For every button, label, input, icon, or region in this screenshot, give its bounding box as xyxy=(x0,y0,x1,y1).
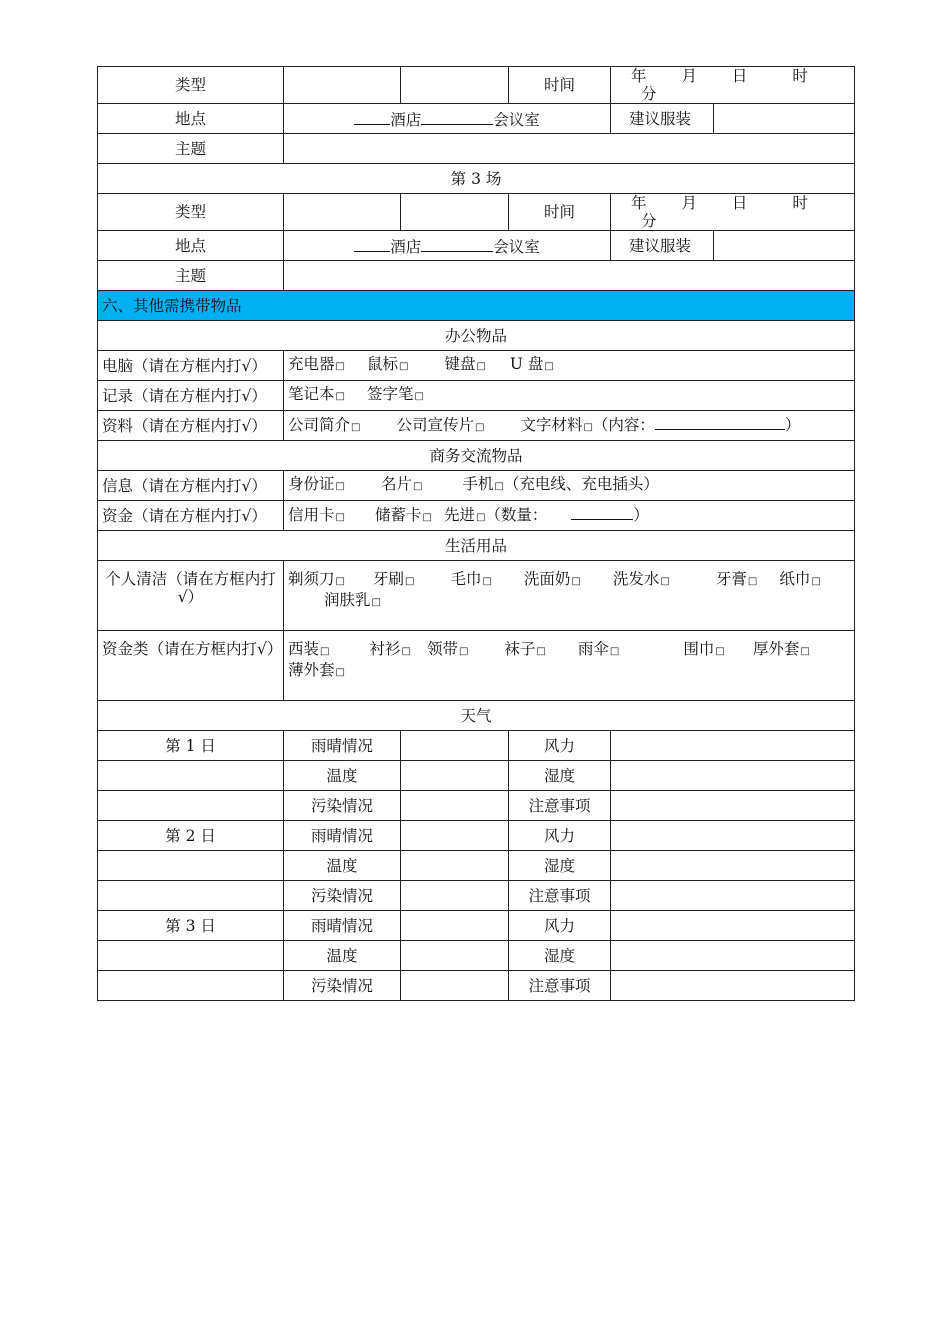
place-input[interactable]: 酒店 会议室 xyxy=(284,104,611,134)
humidity-input[interactable] xyxy=(611,941,855,971)
daily-header-row xyxy=(98,531,855,561)
type-input-1[interactable] xyxy=(284,67,401,104)
time-label: 时间 xyxy=(509,67,611,104)
checkbox-item[interactable]: 雨伞□ xyxy=(577,640,620,658)
checkbox-item[interactable]: 牙刷□ xyxy=(372,570,415,588)
attire-input[interactable] xyxy=(714,231,855,261)
temperature-input[interactable] xyxy=(401,851,509,881)
checkbox-item[interactable]: U 盘□ xyxy=(509,355,554,373)
checkbox-item[interactable]: 袜子□ xyxy=(504,640,546,658)
topic-input[interactable] xyxy=(284,261,855,291)
notes-input[interactable] xyxy=(611,881,855,911)
business-header-row xyxy=(98,441,855,471)
checkbox-item[interactable]: 名片□ xyxy=(380,475,423,493)
humidity-label: 湿度 xyxy=(509,761,611,791)
section6-title: 六、其他需携带物品 xyxy=(98,291,855,321)
notes-input[interactable] xyxy=(611,791,855,821)
wind-label: 风力 xyxy=(509,911,611,941)
condition-label: 雨晴情况 xyxy=(284,821,401,851)
office-header: 办公物品 xyxy=(98,321,855,351)
humidity-input[interactable] xyxy=(611,851,855,881)
checkbox-item[interactable]: 薄外套□ xyxy=(288,661,345,679)
checkbox-item[interactable]: 洗发水□ xyxy=(612,570,670,588)
hotel-blank[interactable] xyxy=(354,109,390,125)
pollution-label: 污染情况 xyxy=(284,971,401,1001)
place-label: 地点 xyxy=(98,104,284,134)
checkbox-item[interactable]: 润肤乳□ xyxy=(324,591,381,609)
weather-header-row xyxy=(98,701,855,731)
session2-place-row xyxy=(98,104,855,134)
checkbox-item[interactable]: 充电器□ xyxy=(288,355,345,373)
material-row xyxy=(98,411,855,441)
weather-row xyxy=(98,881,855,911)
office-header-row xyxy=(98,321,855,351)
fund-row xyxy=(98,501,855,531)
condition-input[interactable] xyxy=(401,821,509,851)
checkbox-item[interactable]: 签字笔□ xyxy=(366,385,424,403)
info-label: 信息（请在方框内打√） xyxy=(98,471,284,501)
day-label: 第 2 日 xyxy=(98,821,284,851)
checkbox-item[interactable]: 领带□ xyxy=(426,640,469,658)
pollution-label: 污染情况 xyxy=(284,791,401,821)
computer-checklist xyxy=(284,351,855,381)
checkbox-item[interactable]: 剃须刀□ xyxy=(288,570,345,588)
type-input-2[interactable] xyxy=(401,194,509,231)
material-label: 资料（请在方框内打√） xyxy=(98,411,284,441)
temperature-input[interactable] xyxy=(401,761,509,791)
wind-input[interactable] xyxy=(611,911,855,941)
temperature-input[interactable] xyxy=(401,941,509,971)
weather-row xyxy=(98,851,855,881)
weather-row xyxy=(98,731,855,761)
room-blank[interactable] xyxy=(421,109,493,125)
attire-label: 建议服装 xyxy=(611,231,714,261)
wind-label: 风力 xyxy=(509,731,611,761)
record-checklist xyxy=(284,381,855,411)
daily-header: 生活用品 xyxy=(98,531,855,561)
condition-input[interactable] xyxy=(401,731,509,761)
computer-label: 电脑（请在方框内打√） xyxy=(98,351,284,381)
wind-label: 风力 xyxy=(509,821,611,851)
session2-topic-row xyxy=(98,134,855,164)
checkbox-item[interactable]: 手机□ xyxy=(462,475,504,493)
humidity-label: 湿度 xyxy=(509,941,611,971)
humidity-input[interactable] xyxy=(611,761,855,791)
checkbox-item[interactable]: 西装□ xyxy=(288,640,330,658)
room-blank[interactable] xyxy=(421,236,493,252)
material-checklist: 公司简介□ 公司宣传片□ 文字材料□（内容： ） xyxy=(284,411,855,441)
notes-label: 注意事项 xyxy=(509,791,611,821)
temperature-label: 温度 xyxy=(284,941,401,971)
type-label: 类型 xyxy=(98,194,284,231)
clean-row xyxy=(98,561,855,631)
clothing-row xyxy=(98,631,855,701)
fund-label: 资金（请在方框内打√） xyxy=(98,501,284,531)
clothing-label: 资金类（请在方框内打√） xyxy=(98,631,284,701)
weather-row xyxy=(98,971,855,1001)
session3-header-row xyxy=(98,164,855,194)
clothing-checklist xyxy=(284,631,855,701)
humidity-label: 湿度 xyxy=(509,851,611,881)
condition-label: 雨晴情况 xyxy=(284,911,401,941)
day-label: 第 1 日 xyxy=(98,731,284,761)
session3-header: 第 3 场 xyxy=(98,164,855,194)
checkbox-item[interactable]: 牙膏□ xyxy=(715,570,758,588)
checkbox-item[interactable]: 储蓄卡□ xyxy=(374,506,432,524)
time-label: 时间 xyxy=(509,194,611,231)
info-row xyxy=(98,471,855,501)
pollution-input[interactable] xyxy=(401,971,509,1001)
content-blank[interactable] xyxy=(655,414,785,430)
section6-header-row xyxy=(98,291,855,321)
pollution-input[interactable] xyxy=(401,791,509,821)
attire-input[interactable] xyxy=(714,104,855,134)
checkbox-item[interactable]: 身份证□ xyxy=(288,475,345,493)
temperature-label: 温度 xyxy=(284,851,401,881)
session3-place-row xyxy=(98,231,855,261)
checkbox-item[interactable]: 衬衫□ xyxy=(369,640,411,658)
travel-plan-form xyxy=(97,66,855,1001)
topic-label: 主题 xyxy=(98,261,284,291)
checkbox-item[interactable]: 洗面奶□ xyxy=(523,570,581,588)
checkbox-item[interactable]: 键盘□ xyxy=(444,355,486,373)
place-label: 地点 xyxy=(98,231,284,261)
checkbox-item[interactable]: 笔记本□ xyxy=(288,385,345,403)
notes-input[interactable] xyxy=(611,971,855,1001)
session3-type-row xyxy=(98,194,855,231)
checkbox-item[interactable]: 围巾□ xyxy=(683,640,725,658)
day-label: 第 3 日 xyxy=(98,911,284,941)
fund-checklist: 信用卡□ 储蓄卡□ 先进□（数量： ） xyxy=(284,501,855,531)
wind-input[interactable] xyxy=(611,821,855,851)
checkbox-item[interactable]: 厚外套□ xyxy=(752,640,810,658)
checkbox-item[interactable]: 毛巾□ xyxy=(450,570,492,588)
checkbox-item[interactable]: 公司简介□ xyxy=(288,416,361,434)
checkbox-item[interactable]: 鼠标□ xyxy=(366,355,409,373)
temperature-label: 温度 xyxy=(284,761,401,791)
type-input-1[interactable] xyxy=(284,194,401,231)
clean-label: 个人清洁（请在方框内打√） xyxy=(98,561,284,631)
session3-topic-row xyxy=(98,261,855,291)
weather-header: 天气 xyxy=(98,701,855,731)
weather-row xyxy=(98,761,855,791)
condition-label: 雨晴情况 xyxy=(284,731,401,761)
checkbox-item[interactable]: 先进□ xyxy=(443,506,486,524)
place-input[interactable]: 酒店 会议室 xyxy=(284,231,611,261)
attire-label: 建议服装 xyxy=(611,104,714,134)
notes-label: 注意事项 xyxy=(509,971,611,1001)
session2-type-row xyxy=(98,67,855,104)
topic-label: 主题 xyxy=(98,134,284,164)
computer-row xyxy=(98,351,855,381)
clean-checklist xyxy=(284,561,855,631)
weather-row xyxy=(98,941,855,971)
quantity-blank[interactable] xyxy=(571,504,633,520)
checkbox-item[interactable]: 信用卡□ xyxy=(288,506,345,524)
notes-label: 注意事项 xyxy=(509,881,611,911)
weather-row xyxy=(98,791,855,821)
type-label: 类型 xyxy=(98,67,284,104)
condition-input[interactable] xyxy=(401,911,509,941)
hotel-blank[interactable] xyxy=(354,236,390,252)
pollution-input[interactable] xyxy=(401,881,509,911)
info-checklist: 身份证□ 名片□ 手机□（充电线、充电插头） xyxy=(284,471,855,501)
checkbox-item[interactable]: 公司宣传片□ xyxy=(396,416,485,434)
topic-input[interactable] xyxy=(284,134,855,164)
pollution-label: 污染情况 xyxy=(284,881,401,911)
time-input[interactable]: 年 月 日 时 分 xyxy=(611,194,855,231)
record-label: 记录（请在方框内打√） xyxy=(98,381,284,411)
time-input[interactable]: 年 月 日 时 分 xyxy=(611,67,855,104)
checkbox-item[interactable]: 文字材料□ xyxy=(520,416,593,434)
type-input-2[interactable] xyxy=(401,67,509,104)
weather-row xyxy=(98,821,855,851)
wind-input[interactable] xyxy=(611,731,855,761)
record-row xyxy=(98,381,855,411)
business-header: 商务交流物品 xyxy=(98,441,855,471)
weather-row xyxy=(98,911,855,941)
checkbox-item[interactable]: 纸巾□ xyxy=(779,570,821,588)
